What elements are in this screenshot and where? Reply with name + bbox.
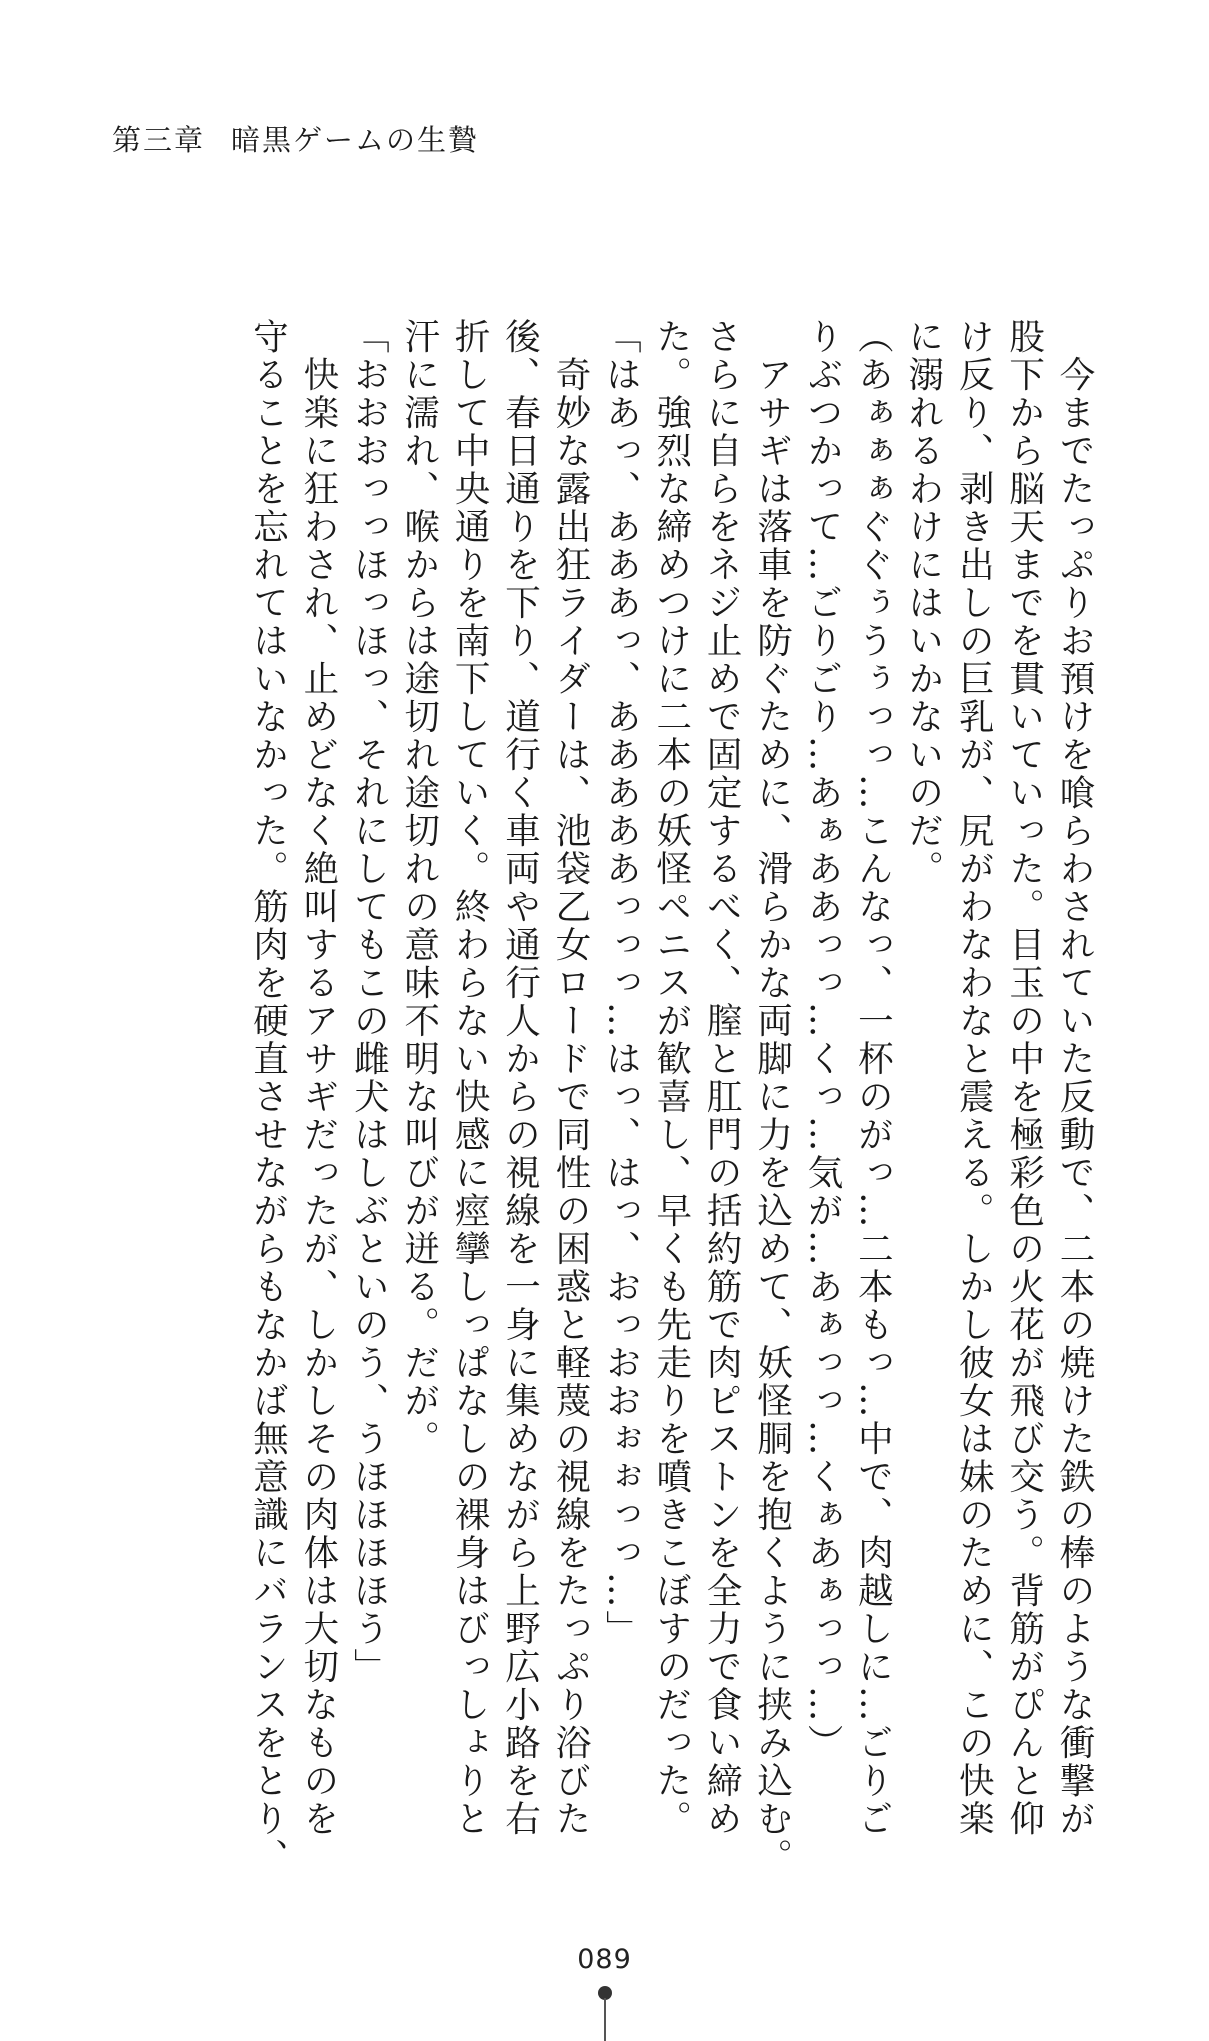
text-line: た。強烈な締めつけに二本の妖怪ペニスが歓喜し、早くも先走りを噴きこぼすのだった。 (650, 318, 692, 1838)
text-line: 汗に濡れ、喉からは途切れ途切れの意味不明な叫びが迸る。だが。 (398, 318, 440, 1458)
chapter-label: 第三章 (112, 123, 206, 157)
text-line: 「はあっ、あああっ、あああああっっっ…はっ、はっ、おっおおぉぉっっ…」 (600, 318, 642, 1648)
text-line: （あぁぁぁぐぐぅうぅっっ…こんなっ、一杯のがっ…二本もっ…中で、肉越しに…ごりご (852, 318, 894, 1838)
text-line: さらに自らをネジ止めで固定するべく、膣と肛門の括約筋で肉ピストンを全力で食い締め (701, 318, 743, 1838)
chapter-title: 暗黒ゲームの生贄 (231, 123, 480, 157)
text-line: 守ることを忘れてはいなかった。筋肉を硬直させながらもなかば無意識にバランスをとり、 (247, 318, 289, 1876)
text-line: け反り、剥き出しの巨乳が、尻がわなわなと震える。しかし彼女は妹のために、この快楽 (953, 318, 995, 1838)
text-line: アサギは落車を防ぐために、滑らかな両脚に力を込めて、妖怪胴を抱くように挟み込む。 (751, 318, 793, 1876)
text-line: 股下から脳天までを貫いていった。目玉の中を極彩色の火花が飛び交う。背筋がぴんと仰 (1003, 318, 1045, 1838)
text-line: 折して中央通りを南下していく。終わらない快感に痙攣しっぱなしの裸身はびっしょりと (449, 318, 491, 1838)
page-number: 089 (577, 1944, 632, 1975)
text-line: 快楽に狂わされ、止めどなく絶叫するアサギだったが、しかしその肉体は大切なものを (297, 318, 339, 1838)
text-line: 後、春日通りを下り、道行く車両や通行人からの視線を一身に集めながら上野広小路を右 (499, 318, 541, 1838)
text-line: に溺れるわけにはいかないのだ。 (902, 318, 944, 888)
text-line: 今までたっぷりお預けを喰らわされていた反動で、二本の焼けた鉄の棒のような衝撃が (1054, 318, 1095, 1838)
body-text (242, 318, 1099, 1876)
running-header (112, 118, 479, 159)
page-marker-icon (598, 1986, 612, 2041)
text-line: 奇妙な露出狂ライダーは、池袋乙女ロードで同性の困惑と軽蔑の視線をたっぷり浴びた (549, 318, 591, 1838)
text-line: 「おおおっっほっほっ、それにしてもこの雌犬はしぶといのう、うほほほほう」 (348, 318, 390, 1686)
text-line: りぶつかって…ごりごり…あぁああっっ…くっ…気が…あぁっっ…くぁあぁっっ…） (801, 318, 843, 1762)
